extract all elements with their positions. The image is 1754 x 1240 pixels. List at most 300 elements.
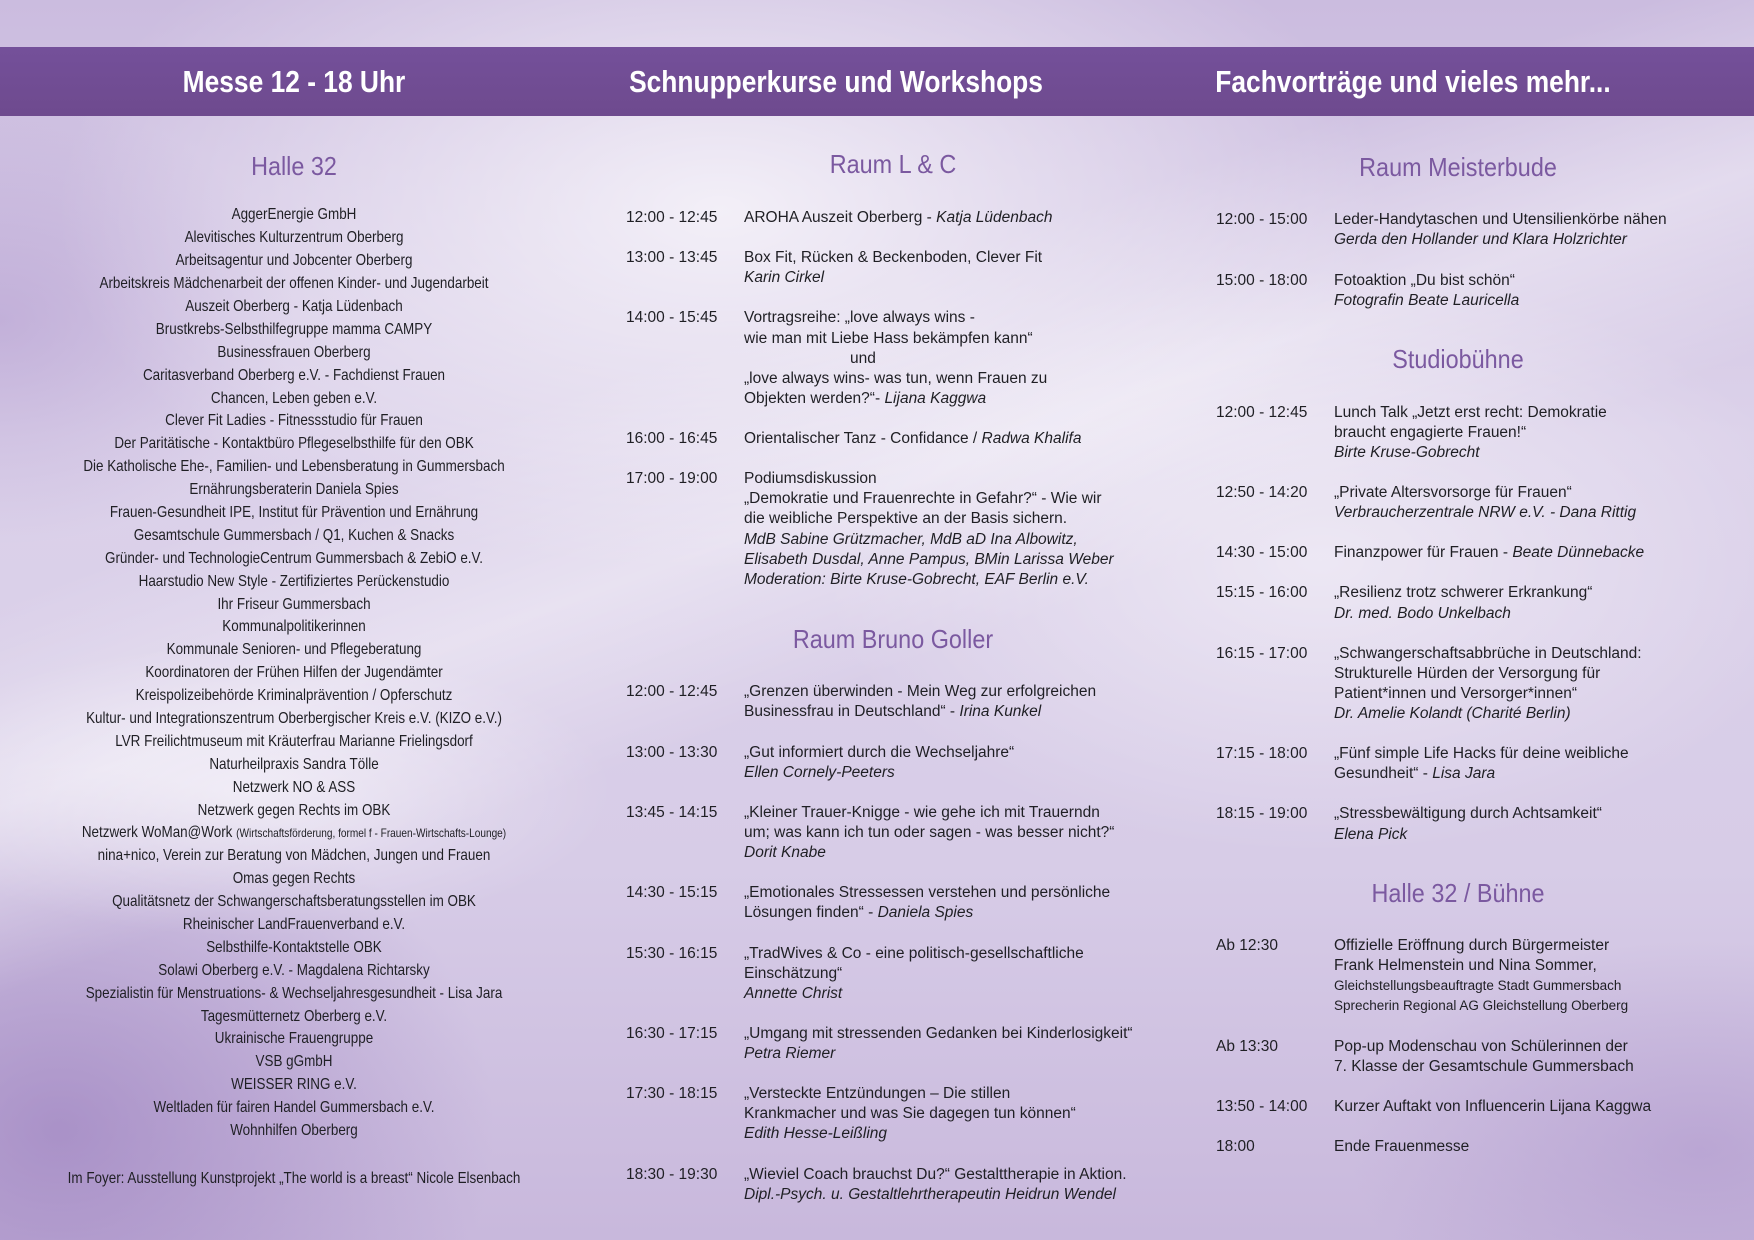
- program-entry: [626, 469, 1186, 590]
- section-heading-halle-32-buehne: Halle 32 / Bühne: [1371, 877, 1545, 908]
- entry-line: [744, 1044, 1186, 1064]
- program-entry: [626, 944, 1186, 1004]
- entry-description: [1334, 644, 1736, 724]
- exhibitor-name: Solawi Oberberg e.V. - Magdalena Richtarsky: [158, 961, 430, 979]
- entry-line: [1334, 210, 1736, 230]
- line-text: Ende Frauenmesse: [1334, 1138, 1470, 1156]
- exhibitor-item: [50, 433, 537, 456]
- line-text: Offizielle Eröffnung durch Bürgermeister: [1334, 937, 1610, 955]
- entry-time: 14:30 - 15:00: [1216, 544, 1308, 562]
- header-title-messe: Messe 12 - 18 Uhr: [182, 64, 406, 99]
- exhibitor-item: [50, 777, 537, 800]
- speaker-name: Irina Kunkel: [959, 703, 1042, 721]
- line-text: die weibliche Perspektive an der Basis sichern.: [744, 510, 1068, 528]
- speaker-name: Dipl.-Psych. u. Gestaltlehrtherapeutin Heidrun Wendel: [744, 1185, 1116, 1203]
- entry-line: [1334, 644, 1736, 664]
- exhibitor-item: [50, 342, 537, 365]
- exhibitor-item: [50, 754, 537, 777]
- entry-line: [744, 1084, 1186, 1104]
- program-entry: [626, 803, 1186, 863]
- foyer-note: Im Foyer: Ausstellung Kunstprojekt „The world is a breast“ Nicole Elsenbach: [67, 1169, 521, 1187]
- entry-line: [744, 743, 1186, 763]
- exhibitor-list: [50, 204, 537, 1143]
- entry-line: [744, 843, 1186, 863]
- line-text: Pop-up Modenschau von Schülerinnen der: [1334, 1037, 1628, 1055]
- exhibitor-name: Brustkrebs-Selbsthilfegruppe mamma CAMPY: [155, 320, 433, 338]
- line-text: AROHA Auszeit Oberberg -: [744, 209, 937, 226]
- entry-time: 15:00 - 18:00: [1216, 271, 1308, 289]
- line-text: Objekten werden?“-: [744, 389, 885, 407]
- entry-line: [744, 964, 1186, 984]
- speaker-name: Ellen Cornely-Peeters: [744, 763, 895, 781]
- entry-line: [1334, 1057, 1736, 1077]
- entry-time: 13:00 - 13:30: [626, 743, 718, 761]
- program-entry: [626, 308, 1186, 408]
- entry-line: [744, 1165, 1186, 1185]
- program-entry: [626, 883, 1186, 923]
- entry-line: [744, 682, 1186, 702]
- entry-line: [1334, 684, 1736, 704]
- connector-word: [744, 349, 1186, 369]
- exhibitor-item: [50, 479, 537, 502]
- entry-line: [1334, 704, 1736, 724]
- line-text: wie man mit Liebe Hass bekämpfen kann“: [744, 329, 1033, 347]
- entry-line: [1334, 804, 1736, 824]
- line-text: Businessfrau in Deutschland“ -: [744, 703, 960, 721]
- section-heading-studiobuehne: Studiobühne: [1392, 344, 1524, 374]
- entry-time: 15:30 - 16:15: [626, 944, 718, 962]
- program-entry: [1216, 1037, 1736, 1077]
- exhibitor-name: Kultur- und Integrationszentrum Oberbergischer Kreis e.V. (KIZO e.V.): [86, 709, 502, 727]
- entry-line: [744, 208, 1186, 228]
- exhibitor-item: [50, 891, 537, 914]
- entry-time: 13:00 - 13:45: [626, 249, 718, 267]
- exhibitor-name: Spezialistin für Menstruations- & Wechseljahresgesundheit - Lisa Jara: [85, 984, 503, 1002]
- program-entry: [1216, 744, 1736, 784]
- program-entry: [626, 248, 1186, 288]
- exhibitor-item: [50, 731, 537, 754]
- speaker-name: Annette Christ: [744, 984, 843, 1002]
- exhibitor-item: [50, 388, 537, 411]
- entry-time: 14:00 - 15:45: [626, 309, 718, 327]
- entry-line: [744, 1104, 1186, 1124]
- program-halle-32-buehne: [1216, 936, 1736, 1157]
- program-entry: [1216, 210, 1736, 250]
- entry-line: [744, 329, 1186, 349]
- line-text: Vortragsreihe: „love always wins -: [744, 309, 975, 327]
- entry-line: [1334, 744, 1736, 764]
- entry-time: 16:30 - 17:15: [626, 1024, 718, 1042]
- entry-description: [744, 944, 1186, 1004]
- entry-line: [744, 944, 1186, 964]
- line-text: braucht engagierte Frauen!“: [1334, 423, 1527, 441]
- entry-line: [1334, 291, 1736, 311]
- exhibitor-item: [50, 960, 537, 983]
- entry-description: [1334, 583, 1736, 623]
- exhibitor-item: [50, 1120, 537, 1143]
- role-line: [1334, 996, 1736, 1016]
- exhibitor-name: Gesamtschule Gummersbach / Q1, Kuchen & Snacks: [133, 526, 455, 544]
- entry-time: 13:45 - 14:15: [626, 803, 718, 821]
- line-text: Orientalischer Tanz - Confidance /: [744, 430, 982, 448]
- entry-time: 18:15 - 19:00: [1216, 805, 1308, 823]
- exhibitor-item: [50, 1006, 537, 1029]
- entry-line: [744, 489, 1186, 509]
- line-text: Sprecherin Regional AG Gleichstellung Oberberg: [1334, 998, 1629, 1014]
- entry-line: [744, 803, 1186, 823]
- exhibitor-name: Ukrainische Frauengruppe: [214, 1030, 374, 1048]
- exhibitor-item: [50, 594, 537, 617]
- entry-line: [744, 369, 1186, 389]
- program-entry: [1216, 583, 1736, 623]
- exhibitor-name: Naturheilpraxis Sandra Tölle: [209, 755, 379, 773]
- exhibitor-name: Der Paritätische - Kontaktbüro Pflegeselbsthilfe für den OBK: [114, 435, 474, 453]
- program-entry: [1216, 543, 1736, 563]
- speaker-name: Petra Riemer: [744, 1044, 836, 1062]
- line-text: Podiumsdiskussion: [744, 470, 877, 488]
- line-text: „Fünf simple Life Hacks für deine weibliche: [1334, 745, 1629, 763]
- speaker-name: Dr. Amelie Kolandt (Charité Berlin): [1334, 705, 1571, 722]
- exhibitor-name: Caritasverband Oberberg e.V. - Fachdienst Frauen: [142, 366, 446, 384]
- entry-line: [1334, 583, 1736, 603]
- speaker-name: Dorit Knabe: [744, 844, 826, 862]
- program-entry: [1216, 271, 1736, 311]
- entry-description: [744, 429, 1186, 449]
- exhibitor-item: [50, 227, 537, 250]
- entry-line: [744, 469, 1186, 489]
- entry-description: [744, 1024, 1186, 1064]
- program-entry: [1216, 403, 1736, 463]
- entry-time: 12:00 - 12:45: [626, 683, 718, 701]
- speaker-name: Radwa Khalifa: [981, 430, 1082, 448]
- line-text: „Private Altersvorsorge für Frauen“: [1334, 483, 1572, 501]
- entry-description: [744, 1084, 1186, 1144]
- line-text: „Kleiner Trauer-Knigge - wie gehe ich mit Trauerndn: [744, 803, 1100, 821]
- speaker-name: Dr. med. Bodo Unkelbach: [1334, 604, 1511, 622]
- line-text: „Wieviel Coach brauchst Du?“ Gestalttherapie in Aktion.: [744, 1165, 1127, 1183]
- exhibitor-name: Kreispolizeibehörde Kriminalprävention / Opferschutz: [135, 687, 453, 705]
- program-entry: [1216, 644, 1736, 724]
- program-raum-meisterbude: [1216, 210, 1736, 310]
- entry-time: 16:00 - 16:45: [626, 430, 718, 448]
- program-raum-lc: [626, 208, 1186, 590]
- entry-line: [744, 389, 1186, 409]
- entry-description: [1334, 936, 1736, 1016]
- entry-description: [744, 743, 1186, 783]
- entry-description: [1334, 271, 1736, 311]
- exhibitor-item: [50, 616, 537, 639]
- entry-description: [744, 248, 1186, 288]
- entry-line: [1334, 956, 1736, 976]
- line-text: und: [850, 349, 876, 367]
- line-text: Gesundheit“ -: [1334, 765, 1433, 783]
- entry-line: [744, 984, 1186, 1004]
- speaker-name: Beate Dünnebacke: [1512, 544, 1645, 562]
- line-text: „love always wins- was tun, wenn Frauen zu: [744, 369, 1048, 387]
- section-heading-raum-lc: Raum L & C: [829, 149, 957, 180]
- speaker-name: Fotografin Beate Lauricella: [1334, 291, 1520, 309]
- entry-line: [1334, 443, 1736, 463]
- line-text: „TradWives & Co - eine politisch-gesellschaftliche: [744, 944, 1084, 962]
- entry-line: [744, 1185, 1186, 1205]
- speaker-name: Katja Lüdenbach: [936, 209, 1053, 226]
- speaker-name: MdB Sabine Grützmacher, MdB aD Ina Albowitz,: [744, 530, 1078, 548]
- exhibitor-item: [50, 662, 537, 685]
- exhibitor-item: [50, 319, 537, 342]
- exhibitor-item: [50, 1074, 537, 1097]
- entry-line: [744, 763, 1186, 783]
- exhibitor-name: LVR Freilichtmuseum mit Kräuterfrau Marianne Frielingsdorf: [115, 732, 473, 750]
- exhibitor-item: [50, 571, 537, 594]
- speaker-name: Lisa Jara: [1432, 765, 1496, 783]
- entry-line: [1334, 1037, 1736, 1057]
- exhibitor-name: WEISSER RING e.V.: [231, 1076, 357, 1094]
- exhibitor-item: [50, 1051, 537, 1074]
- entry-line: [1334, 664, 1736, 684]
- line-text: um; was kann ich tun oder sagen - was besser nicht?“: [744, 823, 1115, 841]
- entry-description: [1334, 403, 1736, 463]
- entry-time: 17:00 - 19:00: [626, 470, 718, 488]
- entry-description: [1334, 804, 1736, 844]
- speaker-name: Karin Cirkel: [744, 269, 825, 287]
- exhibitor-item: [50, 914, 537, 937]
- entry-line: [1334, 503, 1736, 523]
- entry-line: [1334, 483, 1736, 503]
- entry-line: [1334, 825, 1736, 845]
- line-text: Einschätzung“: [744, 964, 843, 982]
- exhibitor-item: [50, 525, 537, 548]
- line-text: „Demokratie und Frauenrechte in Gefahr?“ - Wie wir: [744, 490, 1102, 508]
- line-text: Frank Helmenstein und Nina Sommer,: [1334, 957, 1597, 975]
- entry-line: [744, 1024, 1186, 1044]
- entry-time: 18:30 - 19:30: [626, 1165, 718, 1183]
- exhibitor-name: Arbeitsagentur und Jobcenter Oberberg: [175, 252, 413, 270]
- line-text: „Gut informiert durch die Wechseljahre“: [744, 743, 1015, 761]
- entry-time: 17:15 - 18:00: [1216, 745, 1308, 763]
- entry-time: Ab 13:30: [1216, 1037, 1279, 1055]
- line-text: Gleichstellungsbeauftragte Stadt Gummersbach: [1334, 978, 1622, 994]
- section-heading-halle-32: Halle 32: [251, 150, 337, 181]
- entry-line: [1334, 271, 1736, 291]
- entry-time: 17:30 - 18:15: [626, 1085, 718, 1103]
- exhibitor-name: Netzwerk WoMan@Work: [81, 824, 233, 842]
- program-entry: [626, 682, 1186, 722]
- exhibitor-name: Kommunale Senioren- und Pflegeberatung: [166, 641, 422, 659]
- speaker-name: Moderation: Birte Kruse-Gobrecht, EAF Berlin e.V.: [744, 570, 1089, 588]
- exhibitor-name: Clever Fit Ladies - Fitnessstudio für Frauen: [165, 412, 423, 430]
- exhibitor-name: Chancen, Leben geben e.V.: [210, 389, 378, 407]
- program-entry: [1216, 483, 1736, 523]
- exhibitor-item: [50, 456, 537, 479]
- speaker-name: Edith Hesse-Leißling: [744, 1125, 888, 1143]
- program-entry: [1216, 804, 1736, 844]
- entry-line: [744, 1124, 1186, 1144]
- entry-line: [1334, 543, 1736, 563]
- entry-line: [1334, 423, 1736, 443]
- program-entry: [626, 1084, 1186, 1144]
- exhibitor-item: [50, 685, 537, 708]
- exhibitor-name: Die Katholische Ehe-, Familien- und Lebensberatung in Gummersbach: [83, 458, 505, 476]
- exhibitor-name: VSB gGmbH: [255, 1053, 333, 1071]
- entry-line: [744, 268, 1186, 288]
- exhibitor-name: Qualitätsnetz der Schwangerschaftsberatungsstellen im OBK: [112, 893, 476, 911]
- entry-time: 18:00: [1216, 1138, 1255, 1156]
- entry-line: [744, 570, 1186, 590]
- line-text: „Grenzen überwinden - Mein Weg zur erfolgreichen: [744, 683, 1097, 701]
- program-entry: [626, 1165, 1186, 1205]
- exhibitor-name: Selbsthilfe-Kontaktstelle OBK: [206, 938, 382, 956]
- entry-line: [744, 248, 1186, 268]
- line-text: „Resilienz trotz schwerer Erkrankung“: [1334, 584, 1593, 602]
- entry-line: [744, 903, 1186, 923]
- exhibitor-name: Kommunalpolitikerinnen: [222, 618, 366, 636]
- exhibitor-item: [50, 502, 537, 525]
- exhibitor-note: (Wirtschaftsförderung, formel f - Frauen-Wirtschafts-Lounge): [236, 826, 507, 841]
- entry-time: 15:15 - 16:00: [1216, 584, 1308, 602]
- entry-description: [1334, 1097, 1736, 1117]
- entry-line: [744, 550, 1186, 570]
- entry-line: [744, 823, 1186, 843]
- header-title-fachvortraege: Fachvorträge und vieles mehr...: [1215, 64, 1611, 99]
- entry-line: [1334, 1097, 1736, 1117]
- speaker-name: Verbraucherzentrale NRW e.V. - Dana Rittig: [1334, 504, 1637, 522]
- line-text: Kurzer Auftakt von Influencerin Lijana Kaggwa: [1334, 1097, 1652, 1115]
- exhibitor-item: [50, 708, 537, 731]
- entry-line: [744, 509, 1186, 529]
- exhibitor-name: Omas gegen Rechts: [232, 870, 356, 888]
- exhibitor-name: Netzwerk NO & ASS: [232, 778, 356, 796]
- entry-line: [1334, 1137, 1736, 1157]
- entry-line: [744, 429, 1186, 449]
- program-raum-bruno-goller: [626, 682, 1186, 1204]
- exhibitor-item: [50, 868, 537, 891]
- program-entry: [626, 429, 1186, 449]
- line-text: Krankmacher und was Sie dagegen tun können“: [744, 1105, 1076, 1123]
- entry-description: [744, 883, 1186, 923]
- exhibitor-item: [50, 410, 537, 433]
- line-text: „Schwangerschaftsabbrüche in Deutschland:: [1334, 644, 1642, 662]
- entry-line: [744, 883, 1186, 903]
- exhibitor-name: Alevitisches Kulturzentrum Oberberg: [184, 229, 404, 247]
- entry-description: [1334, 1037, 1736, 1077]
- exhibitor-item: [50, 296, 537, 319]
- exhibitor-name: Netzwerk gegen Rechts im OBK: [197, 801, 391, 819]
- line-text: Finanzpower für Frauen -: [1334, 544, 1513, 562]
- entry-description: [744, 682, 1186, 722]
- exhibitor-item: [50, 845, 537, 868]
- exhibitor-name: nina+nico, Verein zur Beratung von Mädchen, Jungen und Frauen: [97, 847, 491, 865]
- line-text: Patient*innen und Versorger*innen“: [1334, 684, 1578, 702]
- exhibitor-item: [50, 822, 537, 845]
- section-heading-raum-bruno-goller: Raum Bruno Goller: [792, 623, 994, 654]
- exhibitor-item: [50, 365, 537, 388]
- program-entry: [626, 208, 1186, 228]
- entry-line: [1334, 230, 1736, 250]
- entry-description: [1334, 744, 1736, 784]
- program-entry: [1216, 1137, 1736, 1157]
- entry-time: 12:00 - 15:00: [1216, 211, 1308, 229]
- program-studiobuehne: [1216, 403, 1736, 845]
- exhibitor-name: Ihr Friseur Gummersbach: [217, 595, 371, 613]
- exhibitor-name: AggerEnergie GmbH: [231, 206, 357, 224]
- exhibitor-item: [50, 1028, 537, 1051]
- entry-time: Ab 12:30: [1216, 937, 1279, 955]
- entry-description: [744, 469, 1186, 590]
- exhibitor-name: Tagesmütternetz Oberberg e.V.: [200, 1007, 388, 1025]
- entry-description: [1334, 543, 1736, 563]
- line-text: Leder-Handytaschen und Utensilienkörbe nähen: [1334, 211, 1667, 229]
- program-entry: [1216, 1097, 1736, 1117]
- entry-time: 14:30 - 15:15: [626, 884, 718, 902]
- exhibitor-item: [50, 250, 537, 273]
- entry-line: [1334, 764, 1736, 784]
- entry-description: [1334, 483, 1736, 523]
- header-title-workshops: Schnupperkurse und Workshops: [629, 64, 1043, 99]
- entry-line: [744, 702, 1186, 722]
- entry-line: [1334, 604, 1736, 624]
- exhibitor-name: Auszeit Oberberg - Katja Lüdenbach: [185, 297, 403, 315]
- entry-description: [1334, 210, 1736, 250]
- entry-time: 16:15 - 17:00: [1216, 644, 1308, 662]
- exhibitor-item: [50, 1097, 537, 1120]
- exhibitor-name: Ernährungsberaterin Daniela Spies: [189, 481, 399, 499]
- entry-description: [744, 803, 1186, 863]
- entry-description: [744, 208, 1186, 228]
- entry-time: 12:50 - 14:20: [1216, 483, 1308, 501]
- line-text: Box Fit, Rücken & Beckenboden, Clever Fit: [744, 249, 1043, 267]
- line-text: Lösungen finden“ -: [744, 904, 878, 922]
- exhibitor-name: Businessfrauen Oberberg: [217, 343, 371, 361]
- exhibitor-name: Frauen-Gesundheit IPE, Institut für Prävention und Ernährung: [109, 503, 479, 521]
- role-line: [1334, 976, 1736, 996]
- exhibitor-item: [50, 639, 537, 662]
- line-text: 7. Klasse der Gesamtschule Gummersbach: [1334, 1057, 1634, 1075]
- line-text: Fotoaktion „Du bist schön“: [1334, 271, 1515, 289]
- line-text: „Stressbewältigung durch Achtsamkeit“: [1334, 805, 1602, 823]
- speaker-name: Daniela Spies: [877, 904, 974, 922]
- exhibitor-item: [50, 937, 537, 960]
- exhibitor-item: [50, 800, 537, 823]
- entry-description: [744, 1165, 1186, 1205]
- foyer-note-container: [50, 1167, 537, 1190]
- line-text: Lunch Talk „Jetzt erst recht: Demokratie: [1334, 403, 1607, 421]
- speaker-name: Birte Kruse-Gobrecht: [1334, 443, 1480, 461]
- speaker-name: Elena Pick: [1334, 825, 1408, 843]
- exhibitor-name: Haarstudio New Style - Zertifiziertes Perückenstudio: [138, 572, 450, 590]
- entry-time: 13:50 - 14:00: [1216, 1097, 1308, 1115]
- program-entry: [626, 743, 1186, 783]
- entry-time: 12:00 - 12:45: [626, 209, 718, 226]
- exhibitor-name: Gründer- und TechnologieCentrum Gummersbach & ZebiO e.V.: [104, 549, 483, 567]
- entry-description: [744, 308, 1186, 408]
- entry-time: 12:00 - 12:45: [1216, 403, 1308, 421]
- line-text: Strukturelle Hürden der Versorgung für: [1334, 664, 1601, 682]
- exhibitor-item: [50, 204, 537, 227]
- entry-line: [744, 530, 1186, 550]
- program-entry: [626, 1024, 1186, 1064]
- exhibitor-name: Wohnhilfen Oberberg: [230, 1122, 358, 1140]
- line-text: „Umgang mit stressenden Gedanken bei Kinderlosigkeit“: [744, 1024, 1133, 1042]
- section-heading-raum-meisterbude: Raum Meisterbude: [1359, 151, 1557, 182]
- entry-line: [1334, 936, 1736, 956]
- exhibitor-item: [50, 548, 537, 571]
- entry-line: [744, 308, 1186, 328]
- speaker-name: Lijana Kaggwa: [884, 389, 987, 407]
- program-entry: [1216, 936, 1736, 1016]
- line-text: „Versteckte Entzündungen – Die stillen: [744, 1085, 1011, 1103]
- exhibitor-name: Arbeitskreis Mädchenarbeit der offenen Kinder- und Jugendarbeit: [99, 275, 489, 293]
- line-text: „Emotionales Stressessen verstehen und persönliche: [744, 884, 1111, 902]
